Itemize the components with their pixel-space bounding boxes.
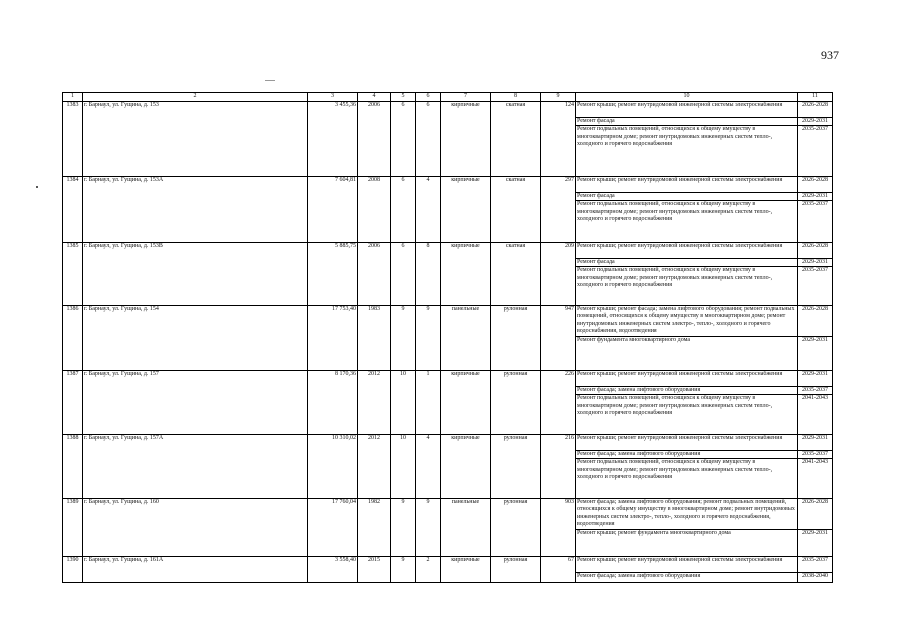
- work-period-cell: 2029-2031: [798, 435, 833, 451]
- entrances-cell: 4: [416, 177, 441, 243]
- floors-cell: 6: [391, 102, 416, 177]
- work-description-cell: Ремонт крыши; ремонт фундамента многоквартирного дома: [576, 529, 798, 556]
- table-row: [63, 102, 833, 118]
- work-period-cell: 2029-2031: [798, 371, 833, 387]
- entrances-cell: 1: [416, 371, 441, 435]
- work-period-cell: 2035-2037: [798, 557, 833, 573]
- row-number: 1390: [63, 557, 83, 583]
- area-cell: 10 310,02: [308, 435, 358, 499]
- work-period-cell: 2026-2028: [798, 499, 833, 530]
- roof-type-cell: скатная: [491, 177, 541, 243]
- year-cell: 2008: [358, 177, 391, 243]
- entrances-cell: 6: [416, 102, 441, 177]
- work-period-cell: 2029-2031: [798, 117, 833, 125]
- area-cell: 3 455,36: [308, 102, 358, 177]
- table-row: [63, 557, 833, 573]
- table-row: [63, 435, 833, 451]
- col-header-9: 9: [541, 93, 576, 102]
- table-row: [63, 306, 833, 337]
- work-period-cell: 2035-2037: [798, 126, 833, 177]
- floors-cell: 6: [391, 243, 416, 306]
- col-header-11: 11: [798, 93, 833, 102]
- address-cell: г. Барнаул, ул. Гущина, д. 153: [83, 102, 308, 177]
- work-description-cell: Ремонт крыши; ремонт внутридомовой инженерной системы электроснабжения: [576, 557, 798, 573]
- work-description-cell: Ремонт фасада: [576, 258, 798, 266]
- year-cell: 1983: [358, 306, 391, 371]
- work-period-cell: 2026-2028: [798, 102, 833, 118]
- row-number: 1386: [63, 306, 83, 371]
- col-header-2: 2: [83, 93, 308, 102]
- table-row: [63, 177, 833, 193]
- col-header-8: 8: [491, 93, 541, 102]
- row-number: 1384: [63, 177, 83, 243]
- floors-cell: 10: [391, 435, 416, 499]
- residents-cell: 297: [541, 177, 576, 243]
- row-number: 1383: [63, 102, 83, 177]
- roof-type-cell: скатная: [491, 102, 541, 177]
- address-cell: г. Барнаул, ул. Гущина, д. 161А: [83, 557, 308, 583]
- work-period-cell: 2029-2031: [798, 529, 833, 556]
- roof-type-cell: скатная: [491, 243, 541, 306]
- walls-material-cell: кирпичные: [441, 557, 491, 583]
- roof-type-cell: рулонная: [491, 435, 541, 499]
- col-header-4: 4: [358, 93, 391, 102]
- floors-cell: 10: [391, 371, 416, 435]
- area-cell: 3 558,40: [308, 557, 358, 583]
- year-cell: 1982: [358, 499, 391, 557]
- floors-cell: 9: [391, 499, 416, 557]
- work-period-cell: 2026-2028: [798, 306, 833, 337]
- floors-cell: 9: [391, 306, 416, 371]
- floors-cell: 9: [391, 557, 416, 583]
- roof-type-cell: рулонная: [491, 306, 541, 371]
- address-cell: г. Барнаул, ул. Гущина, д. 157А: [83, 435, 308, 499]
- entrances-cell: 9: [416, 499, 441, 557]
- work-period-cell: 2035-2037: [798, 450, 833, 458]
- year-cell: 2015: [358, 557, 391, 583]
- work-description-cell: Ремонт подвальных помещений, относящихся к общему имуществу в многоквартирном доме; ремонт внутридомовых инженерных систем тепло-, холодного и горячего водоснабжения: [576, 126, 798, 177]
- work-description-cell: Ремонт фасада; замена лифтового оборудования; ремонт подвальных помещений, относящихся к общему имуществу в многоквартирном доме; ремонт внутридомовых инженерных систем электро-, тепло-, холодного и горячего водоснабжения, водоотведения: [576, 499, 798, 530]
- row-number: 1389: [63, 499, 83, 557]
- address-cell: г. Барнаул, ул. Гущина, д. 160: [83, 499, 308, 557]
- residents-cell: 124: [541, 102, 576, 177]
- work-description-cell: Ремонт подвальных помещений, относящихся к общему имуществу в многоквартирном доме; ремонт внутридомовых инженерных систем тепло-, холодного и горячего водоснабжения: [576, 395, 798, 435]
- col-header-7: 7: [441, 93, 491, 102]
- year-cell: 2006: [358, 102, 391, 177]
- walls-material-cell: кирпичные: [441, 435, 491, 499]
- work-period-cell: 2041-2043: [798, 459, 833, 499]
- work-period-cell: 2029-2031: [798, 192, 833, 200]
- address-cell: г. Барнаул, ул. Гущина, д. 153В: [83, 243, 308, 306]
- residents-cell: 216: [541, 435, 576, 499]
- col-header-10: 10: [576, 93, 798, 102]
- floors-cell: 6: [391, 177, 416, 243]
- work-description-cell: Ремонт крыши; ремонт внутридомовой инженерной системы электроснабжения: [576, 102, 798, 118]
- work-description-cell: Ремонт крыши; ремонт внутридомовой инженерной системы электроснабжения: [576, 371, 798, 387]
- work-description-cell: Ремонт фасада: [576, 117, 798, 125]
- scan-artifact-line: [265, 80, 275, 81]
- col-header-1: 1: [63, 93, 83, 102]
- work-period-cell: 2038-2040: [798, 572, 833, 582]
- row-number: 1388: [63, 435, 83, 499]
- address-cell: г. Барнаул, ул. Гущина, д. 153А: [83, 177, 308, 243]
- walls-material-cell: кирпичные: [441, 243, 491, 306]
- work-period-cell: 2029-2031: [798, 258, 833, 266]
- register-body: [63, 102, 833, 583]
- scan-artifact-dot: [36, 186, 38, 188]
- work-period-cell: 2035-2037: [798, 386, 833, 394]
- residents-cell: 947: [541, 306, 576, 371]
- row-number: 1385: [63, 243, 83, 306]
- area-cell: 8 170,36: [308, 371, 358, 435]
- work-description-cell: Ремонт крыши; ремонт внутридомовой инженерной системы электроснабжения: [576, 177, 798, 193]
- work-description-cell: Ремонт крыши; ремонт фасада; замена лифтового оборудования; ремонт подвальных помещений, относящихся к общему имуществу в многоквартирном доме; ремонт внутридомовых инженерных систем электро-, тепло-, холодного и горячего водоснабжения, водоотведения: [576, 306, 798, 337]
- walls-material-cell: панельные: [441, 499, 491, 557]
- col-header-5: 5: [391, 93, 416, 102]
- residents-cell: 226: [541, 371, 576, 435]
- work-period-cell: 2029-2031: [798, 336, 833, 370]
- area-cell: 17 753,40: [308, 306, 358, 371]
- col-header-3: 3: [308, 93, 358, 102]
- table-row: [63, 499, 833, 530]
- entrances-cell: 9: [416, 306, 441, 371]
- residents-cell: 209: [541, 243, 576, 306]
- year-cell: 2006: [358, 243, 391, 306]
- col-header-6: 6: [416, 93, 441, 102]
- capital-repair-register-table: [62, 92, 833, 583]
- column-number-row: [63, 93, 833, 102]
- area-cell: 5 885,75: [308, 243, 358, 306]
- address-cell: г. Барнаул, ул. Гущина, д. 157: [83, 371, 308, 435]
- page-number: 937: [821, 48, 839, 62]
- work-period-cell: 2026-2028: [798, 243, 833, 259]
- address-cell: г. Барнаул, ул. Гущина, д. 154: [83, 306, 308, 371]
- work-description-cell: Ремонт фасада; замена лифтового оборудования: [576, 450, 798, 458]
- work-description-cell: Ремонт фасада; замена лифтового оборудования: [576, 386, 798, 394]
- roof-type-cell: рулонная: [491, 371, 541, 435]
- walls-material-cell: кирпичные: [441, 371, 491, 435]
- work-description-cell: Ремонт подвальных помещений, относящихся к общему имуществу в многоквартирном доме; ремонт внутридомовых инженерных систем тепло-, холодного и горячего водоснабжения: [576, 267, 798, 306]
- work-period-cell: 2026-2028: [798, 177, 833, 193]
- table-row: [63, 243, 833, 259]
- residents-cell: 67: [541, 557, 576, 583]
- work-description-cell: Ремонт фасада: [576, 192, 798, 200]
- row-number: 1387: [63, 371, 83, 435]
- area-cell: 7 604,81: [308, 177, 358, 243]
- walls-material-cell: кирпичные: [441, 177, 491, 243]
- entrances-cell: 8: [416, 243, 441, 306]
- roof-type-cell: рулонная: [491, 557, 541, 583]
- work-period-cell: 2035-2037: [798, 267, 833, 306]
- work-period-cell: 2035-2037: [798, 201, 833, 243]
- work-description-cell: Ремонт фундамента многоквартирного дома: [576, 336, 798, 370]
- table-row: [63, 371, 833, 387]
- year-cell: 2012: [358, 435, 391, 499]
- area-cell: 17 760,04: [308, 499, 358, 557]
- residents-cell: 903: [541, 499, 576, 557]
- work-description-cell: Ремонт крыши; ремонт внутридомовой инженерной системы электроснабжения: [576, 243, 798, 259]
- walls-material-cell: панельные: [441, 306, 491, 371]
- year-cell: 2012: [358, 371, 391, 435]
- work-description-cell: Ремонт крыши; ремонт внутридомовой инженерной системы электроснабжения: [576, 435, 798, 451]
- entrances-cell: 2: [416, 557, 441, 583]
- entrances-cell: 4: [416, 435, 441, 499]
- walls-material-cell: кирпичные: [441, 102, 491, 177]
- work-description-cell: Ремонт подвальных помещений, относящихся к общему имуществу в многоквартирном доме; ремонт внутридомовых инженерных систем тепло-, холодного и горячего водоснабжения: [576, 459, 798, 499]
- work-period-cell: 2041-2043: [798, 395, 833, 435]
- work-description-cell: Ремонт подвальных помещений, относящихся к общему имуществу в многоквартирном доме; ремонт внутридомовых инженерных систем тепло-, холодного и горячего водоснабжения: [576, 201, 798, 243]
- roof-type-cell: рулонная: [491, 499, 541, 557]
- work-description-cell: Ремонт фасада; замена лифтового оборудования: [576, 572, 798, 582]
